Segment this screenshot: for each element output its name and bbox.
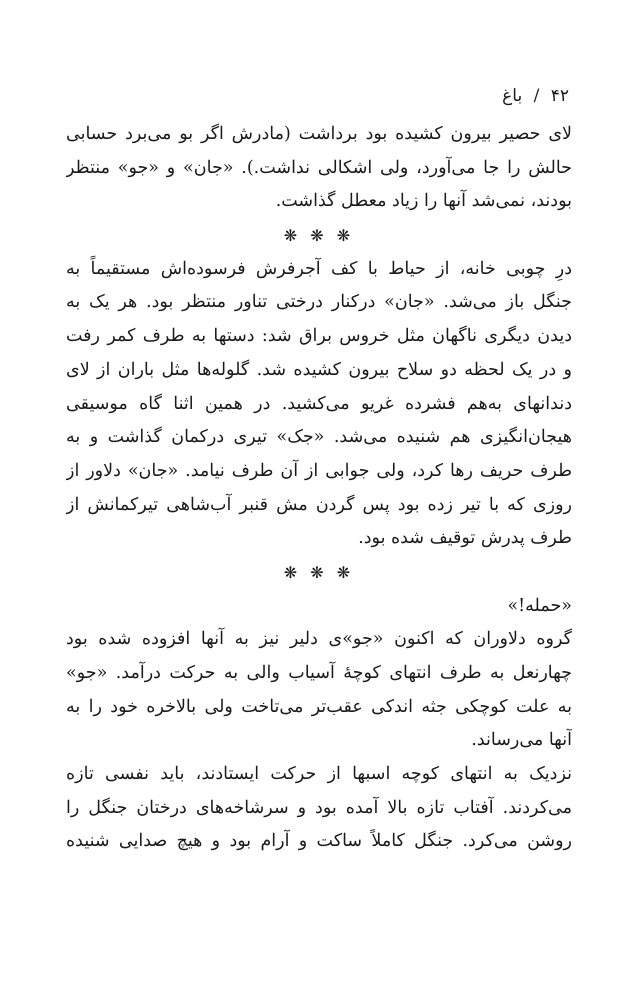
text-line: آنها می‌رساند. (471, 730, 572, 751)
text-line: لای حصیر بیرون کشیده بود برداشت (مادرش اگر بو می‌برد حسابی (66, 124, 572, 144)
text-line: دندانهای به‌هم فشرده غریو می‌کشید. در همین اثنا گاه موسیقی (66, 393, 572, 414)
text-line: دیدن دیگری ناگهان مثل خروس براق شد: دستها به طرف کمر رفت (66, 326, 572, 347)
text-line: درِ چوبی خانه، از حیاط با کف آجرفرش فرسوده‌اش مستقیماً به (66, 258, 572, 279)
text-line: طرف پدرش توقیف شده بود. (358, 528, 572, 549)
text-line: گروه دلاوران که اکنون «جو»ی دلیر نیز به آنها افزوده شده بود (66, 629, 572, 650)
page-body (66, 118, 572, 859)
text-line: نزدیک به انتهای کوچه اسبها از حرکت ایستادند، باید نفسی تازه (66, 764, 572, 785)
text-line: روشن می‌کرد. جنگل کاملاً ساکت و آرام بود و هیچ صدایی شنیده (66, 831, 572, 852)
running-title: باغ (502, 86, 523, 106)
section-separator: ❋ ❋ ❋ (283, 226, 355, 246)
text-line: هیجان‌انگیزی هم شنیده می‌شد. «جک» تیری درکمان گذاشت و به (66, 427, 572, 448)
text-line: حالش را جا می‌آورد، ولی اشکالی نداشت.). «جان» و «جو» منتظر (66, 157, 572, 178)
text-line: طرف حریف رها کرد، ولی جوابی از آن طرف نیامد. «جان» دلاور از (66, 460, 572, 481)
text-line: چهارنعل به طرف انتهای کوچهٔ آسیاب والی به حرکت درآمد. «جو» (66, 663, 572, 683)
text-line: می‌کردند. آفتاب تازه بالا آمده بود و سرشاخه‌های درختان جنگل را (66, 797, 572, 818)
text-line: به علت کوچکی جثه اندکی عقب‌تر می‌تاخت ولی بالاخره خود را به (66, 696, 572, 717)
text-line: و در یک لحظه دو سلاح بیرون کشیده شد. گلوله‌ها مثل باران از لای (66, 359, 572, 380)
header-separator: / (533, 86, 540, 106)
page-number: ۴۲ (550, 86, 569, 106)
page-header (502, 84, 569, 108)
text-line: جنگل باز می‌شد. «جان» درکنار درختی تناور منتظر بود. هر یک به (66, 292, 572, 313)
text-line: روزی که با تیر زده بود پس گردن مش قنبر آب‌شاهی تیرکمانش از (66, 494, 572, 515)
text-line: بودند، نمی‌شد آنها را زیاد معطل گذاشت. (275, 191, 572, 212)
section-separator: ❋ ❋ ❋ (283, 562, 355, 582)
exclamation-line: «حمله!» (507, 595, 572, 616)
